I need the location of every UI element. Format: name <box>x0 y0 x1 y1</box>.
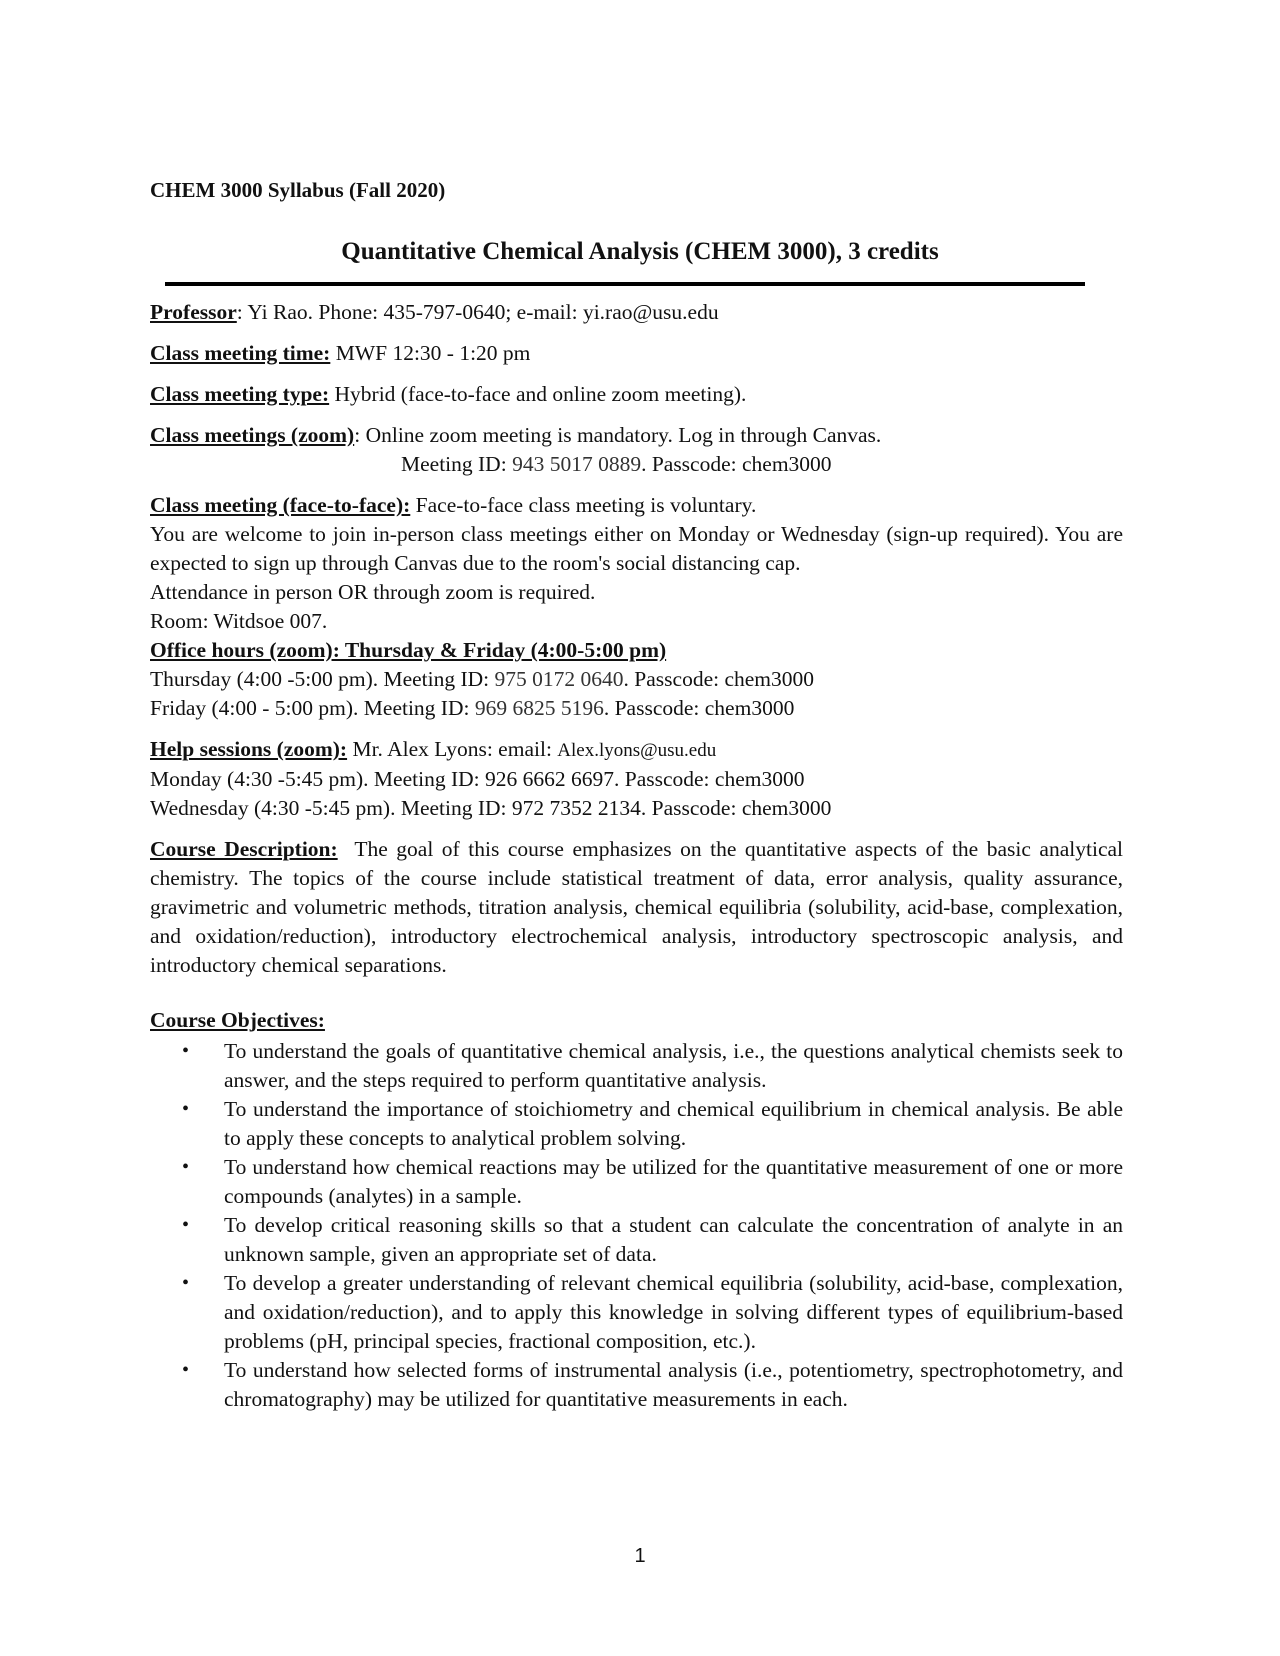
course-description-text: The goal of this course emphasizes on the quantitative aspects of the basic analytical chemistry. The topics of the course include statistical treatment of data, error analysis, quality assurance, gravimetric and volumetric methods, titration analysis, chemical equilibria (solubility, acid-base, complexation, and oxidation/reduction), introductory electrochemical analysis, introductory spectroscopic analysis, and introductory chemical separations. <box>150 837 1129 977</box>
professor-label: Professor <box>150 300 237 324</box>
professor-line <box>150 298 1123 327</box>
friday-meeting-id: 969 6825 5196 <box>474 696 604 720</box>
list-item: • To understand how selected forms of instrumental analysis (i.e., potentiometry, spectrophotometry, and chromatography) may be utilized for quantitative measurements in each. <box>224 1356 1123 1414</box>
professor-colon: : <box>236 300 243 324</box>
list-item: • To understand the goals of quantitative chemical analysis, i.e., the questions analytical chemists seek to answer, and the steps required to perform quantitative analysis. <box>224 1037 1123 1095</box>
zoom-meetings-id-line <box>150 450 1123 479</box>
syllabus-content <box>150 298 1129 1414</box>
course-description <box>150 835 1129 980</box>
friday-prefix: Friday (4:00 - 5:00 pm). Meeting ID: <box>150 696 475 720</box>
face-to-face-line <box>150 491 1123 520</box>
thursday-prefix: Thursday (4:00 -5:00 pm). Meeting ID: <box>150 667 495 691</box>
meeting-time-line <box>150 339 1123 368</box>
zoom-meeting-id-prefix: Meeting ID: <box>401 452 513 476</box>
office-hours-thursday <box>150 665 1123 694</box>
list-item: • To understand the importance of stoichiometry and chemical equilibrium in chemical analysis. Be able to apply these concepts to analytical problem solving. <box>224 1095 1123 1153</box>
zoom-meetings-text: : Online zoom meeting is mandatory. Log in through Canvas. <box>354 423 882 447</box>
list-item: • To develop critical reasoning skills so that a student can calculate the concentration of analyte in an unknown sample, given an appropriate set of data. <box>224 1211 1123 1269</box>
zoom-meetings-label: Class meetings (zoom) <box>150 423 355 447</box>
course-objectives-heading <box>150 1006 1123 1035</box>
course-objectives-list <box>150 1037 1123 1414</box>
zoom-meeting-passcode: . Passcode: chem3000 <box>641 452 832 476</box>
friday-passcode: . Passcode: chem3000 <box>603 696 795 720</box>
room-line: Room: Witdsoe 007. <box>150 609 328 633</box>
help-sessions-label: Help sessions (zoom): <box>150 737 348 761</box>
help-sessions-text: Mr. Alex Lyons: email: <box>347 737 558 761</box>
page-number: 1 <box>634 1545 646 1567</box>
professor-info: Yi Rao. Phone: 435-797-0640; e-mail: yi.rao@usu.edu <box>242 300 719 324</box>
course-title: Quantitative Chemical Analysis (CHEM 3000), 3 credits <box>341 238 939 265</box>
face-to-face-label: Class meeting (face-to-face): <box>150 493 411 517</box>
office-hours-label: Office hours (zoom): Thursday & Friday (4:00-5:00 pm) <box>150 638 667 662</box>
meeting-time-label: Class meeting time: <box>150 341 331 365</box>
meeting-type-label: Class meeting type: <box>150 382 330 406</box>
list-item: • To understand how chemical reactions may be utilized for the quantitative measurement of one or more compounds (analytes) in a sample. <box>224 1153 1123 1211</box>
help-sessions-email: Alex.lyons@usu.edu <box>557 740 717 761</box>
office-hours-friday <box>150 694 1123 723</box>
zoom-meetings-line <box>150 421 1123 450</box>
course-objectives-label: Course Objectives: <box>150 1008 325 1032</box>
face-to-face-text: Face-to-face class meeting is voluntary. <box>410 493 757 517</box>
help-sessions-wednesday: Wednesday (4:30 -5:45 pm). Meeting ID: 972 7352 2134. Passcode: chem3000 <box>150 796 832 820</box>
title-divider <box>165 282 1085 286</box>
thursday-passcode: . Passcode: chem3000 <box>623 667 815 691</box>
face-to-face-paragraph: You are welcome to join in-person class meetings either on Monday or Wednesday (sign-up required). You are expected to sign up through Canvas due to the room's social distancing cap. <box>150 522 1123 575</box>
thursday-meeting-id: 975 0172 0640 <box>494 667 624 691</box>
course-description-label: Course Description: <box>150 837 338 861</box>
attendance-line: Attendance in person OR through zoom is required. <box>150 580 596 604</box>
meeting-type-line <box>150 380 1123 409</box>
list-item: • To develop a greater understanding of relevant chemical equilibria (solubility, acid-base, complexation, and oxidation/reduction), and to apply this knowledge in solving different types of equilibrium-based problems (pH, principal species, fractional composition, etc.). <box>224 1269 1123 1356</box>
help-sessions-line <box>150 735 1123 765</box>
meeting-type-value: Hybrid (face-to-face and online zoom meeting). <box>329 382 747 406</box>
zoom-meeting-id: 943 5017 0889 <box>512 452 642 476</box>
syllabus-title: CHEM 3000 Syllabus (Fall 2020) <box>150 178 446 202</box>
help-sessions-monday: Monday (4:30 -5:45 pm). Meeting ID: 926 6662 6697. Passcode: chem3000 <box>150 767 805 791</box>
meeting-time-value: MWF 12:30 - 1:20 pm <box>330 341 531 365</box>
office-hours-heading <box>150 636 1123 665</box>
